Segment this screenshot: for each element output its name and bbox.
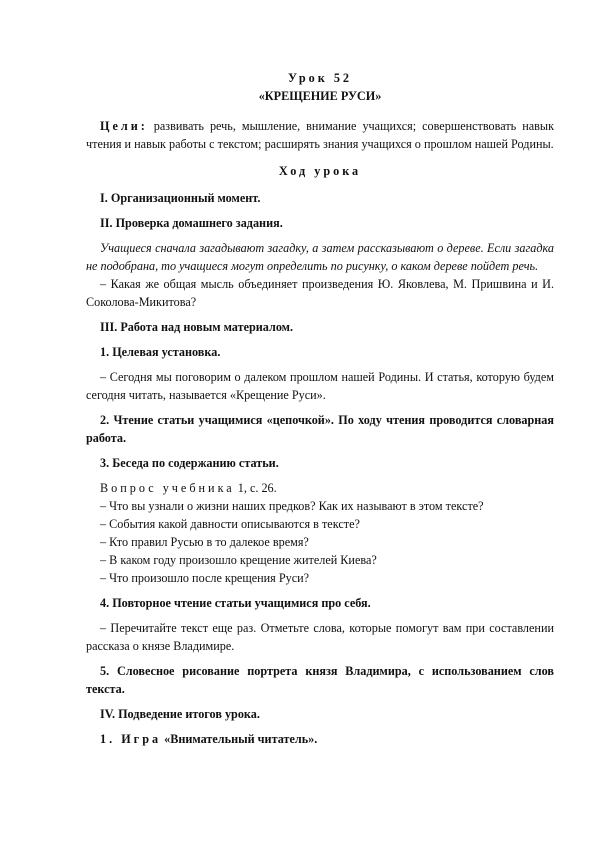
textbook-question-label: Вопрос учебника bbox=[100, 481, 235, 495]
section-3-2-heading: 2. Чтение статьи учащимися «цепочкой». По ходу чтения проводится словарная работа. bbox=[86, 413, 554, 445]
progress-heading: Ход урока bbox=[278, 164, 362, 178]
section-4-heading: IV. Подведение итогов урока. bbox=[100, 707, 260, 721]
goals-text: развивать речь, мышление, внимание учащихся; совершенствовать навык чтения и навык работы с текстом; расширять знания учащихся о прошлом нашей Родины. bbox=[86, 119, 554, 151]
section-3-1-heading: 1. Целевая установка. bbox=[100, 345, 221, 359]
lesson-goals bbox=[86, 117, 554, 153]
textbook-question-number: 1, с. 26. bbox=[234, 481, 277, 495]
lesson-number bbox=[86, 69, 554, 87]
textbook-question-ref bbox=[86, 479, 554, 497]
section-2-heading: II. Проверка домашнего задания. bbox=[100, 216, 283, 230]
lesson-number-text: Урок 52 bbox=[287, 71, 353, 85]
section-4-1-heading bbox=[86, 730, 554, 748]
discussion-question-2: – События какой давности описываются в тексте? bbox=[100, 517, 360, 531]
game-label: 1. Игра bbox=[100, 732, 162, 746]
section-2-question: – Какая же общая мысль объединяет произведения Ю. Яковлева, М. Пришвина и И. Соколова-Микитова? bbox=[86, 277, 554, 309]
section-2-instruction: Учащиеся сначала загадывают загадку, а затем рассказывают о дереве. Если загадка не подобрана, то учащиеся могут определить по рисунку, о каком дереве пойдет речь. bbox=[86, 241, 554, 273]
lesson-title: «КРЕЩЕНИЕ РУСИ» bbox=[258, 89, 382, 103]
section-3-4-heading: 4. Повторное чтение статьи учащимися про себя. bbox=[100, 596, 371, 610]
discussion-question-3: – Кто правил Русью в то далекое время? bbox=[100, 535, 309, 549]
discussion-question-4: – В каком году произошло крещение жителей Киева? bbox=[100, 553, 377, 567]
discussion-question-5: – Что произошло после крещения Руси? bbox=[100, 571, 310, 585]
discussion-question-1: – Что вы узнали о жизни наших предков? Как их называют в этом тексте? bbox=[100, 499, 484, 513]
section-1-heading: I. Организационный момент. bbox=[100, 191, 261, 205]
section-3-4-text: – Перечитайте текст еще раз. Отметьте слова, которые помогут вам при составлении рассказа о князе Владимире. bbox=[86, 621, 554, 653]
game-title: «Внимательный читатель». bbox=[161, 732, 318, 746]
section-3-heading: III. Работа над новым материалом. bbox=[100, 320, 294, 334]
section-3-5-heading: 5. Словесное рисование портрета князя Владимира, с использованием слов текста. bbox=[86, 664, 554, 696]
section-3-3-heading: 3. Беседа по содержанию статьи. bbox=[100, 456, 279, 470]
lesson-page bbox=[86, 69, 554, 755]
goals-label: Цели: bbox=[100, 119, 148, 133]
section-3-1-text: – Сегодня мы поговорим о далеком прошлом нашей Родины. И статья, которую будем сегодня читать, называется «Крещение Руси». bbox=[86, 370, 554, 402]
